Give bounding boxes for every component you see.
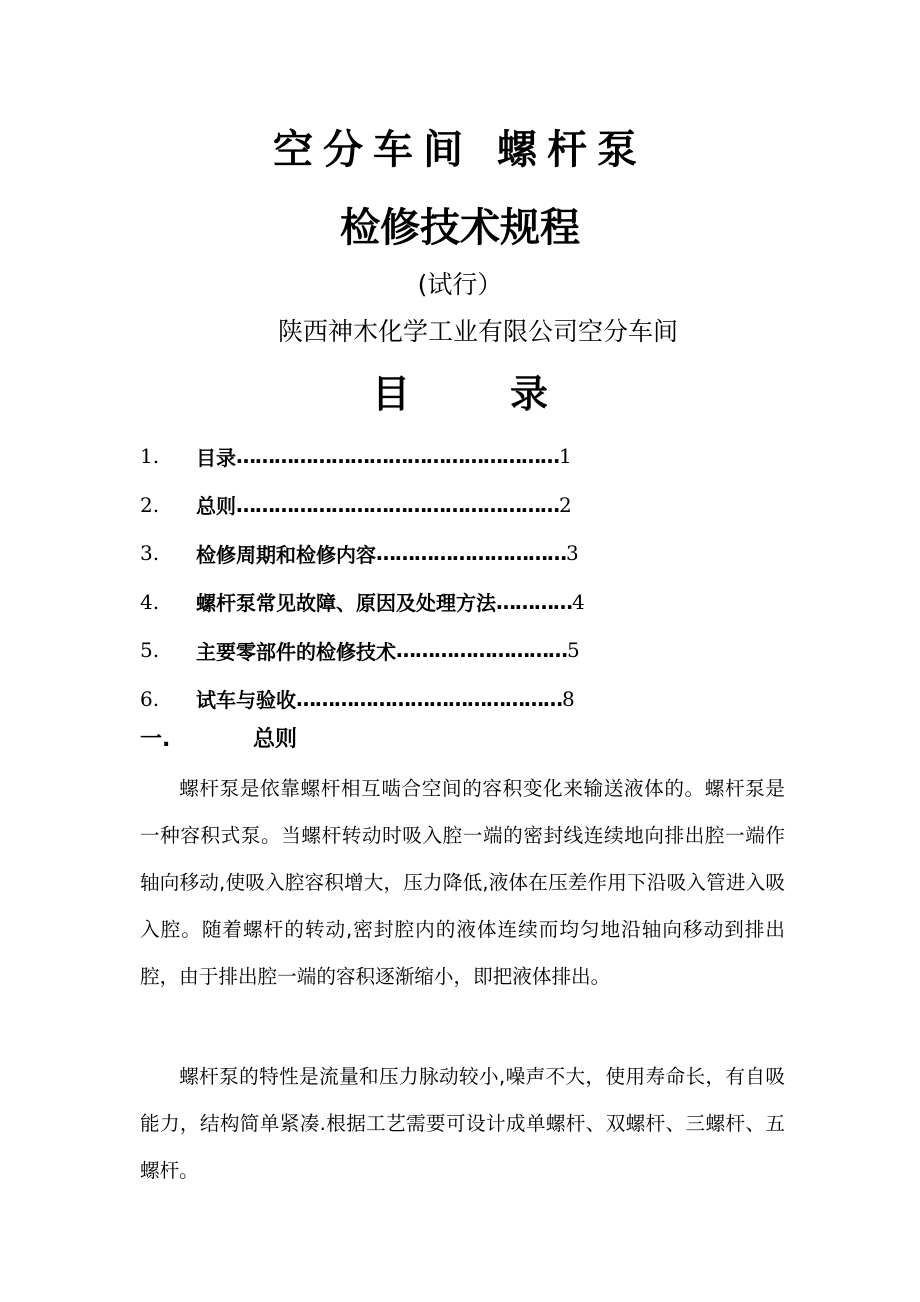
body-paragraph-1 (140, 765, 785, 1000)
toc-item-number: 6. (140, 686, 160, 711)
toc-item-page: 5 (567, 638, 580, 663)
toc-item-page: 1 (559, 444, 572, 469)
toc-item-number: 2. (140, 492, 160, 517)
toc-item-page: 4 (572, 589, 585, 614)
toc-item-number: 1. (140, 444, 160, 469)
document-subtitle: (试行） (417, 270, 503, 299)
toc-item (140, 626, 700, 675)
toc-item-number: 3. (140, 541, 160, 566)
toc-item-leader: …………………………………… (296, 686, 562, 711)
toc-item-number: 4. (140, 589, 160, 614)
toc-item-page: 8 (562, 686, 575, 711)
document-title-line2: 检修技术规程 (340, 205, 580, 251)
section-heading (140, 722, 297, 753)
organization-name: 陕西神木化学工业有限公司空分车间 (278, 317, 679, 346)
toc-item-number: 5. (140, 638, 160, 663)
toc-item-page: 3 (566, 541, 579, 566)
section-number: 一. (140, 727, 171, 752)
body-paragraph-2 (140, 1053, 785, 1194)
toc-item-label: 目录 (196, 445, 236, 470)
toc-item-leader: …………………………………………… (236, 444, 559, 469)
toc-item-page: 2 (559, 492, 572, 517)
toc-heading-left: 目 (371, 372, 410, 416)
toc-heading (0, 363, 920, 418)
paragraph-text: 螺杆泵是依靠螺杆相互啮合空间的容积变化来输送液体的。螺杆泵是一种容积式泵。当螺杆转动时吸入腔一端的密封线连续地向排出腔一端作轴向移动,使吸入腔容积增大，压力降低,液体在压差作用下沿吸入管进入吸入腔。随着螺杆的转动,密封腔内的液体连续而均匀地沿轴向移动到排出腔，由于排出腔一端的容积逐渐缩小，即把液体排出。 (140, 777, 785, 988)
toc-item-leader: ………………………… (376, 541, 566, 566)
toc-item-label: 主要零部件的检修技术 (196, 639, 396, 664)
paragraph-text: 螺杆泵的特性是流量和压力脉动较小,噪声不大，使用寿命长，有自吸能力，结构简单紧凑.根据工艺需要可设计成单螺杆、双螺杆、三螺杆、五螺杆。 (140, 1065, 785, 1182)
toc-item-leader: ………… (496, 589, 572, 614)
toc-item-leader: ……………………… (396, 638, 567, 663)
toc-item-label: 螺杆泵常见故障、原因及处理方法 (196, 591, 496, 616)
toc-item-label: 总则 (196, 494, 236, 519)
toc-item (140, 578, 700, 627)
toc-item (140, 481, 700, 530)
toc-item (140, 432, 700, 481)
toc-item-label: 检修周期和检修内容 (196, 542, 376, 567)
section-title: 总则 (253, 727, 298, 752)
toc-item-label: 试车与验收 (196, 688, 296, 713)
document-title-line1: 空分车间 螺杆泵 (273, 127, 647, 173)
table-of-contents (140, 432, 700, 723)
toc-heading-right: 录 (510, 372, 549, 416)
toc-item (140, 675, 700, 724)
toc-item (140, 529, 700, 578)
toc-item-leader: …………………………………………… (236, 492, 559, 517)
